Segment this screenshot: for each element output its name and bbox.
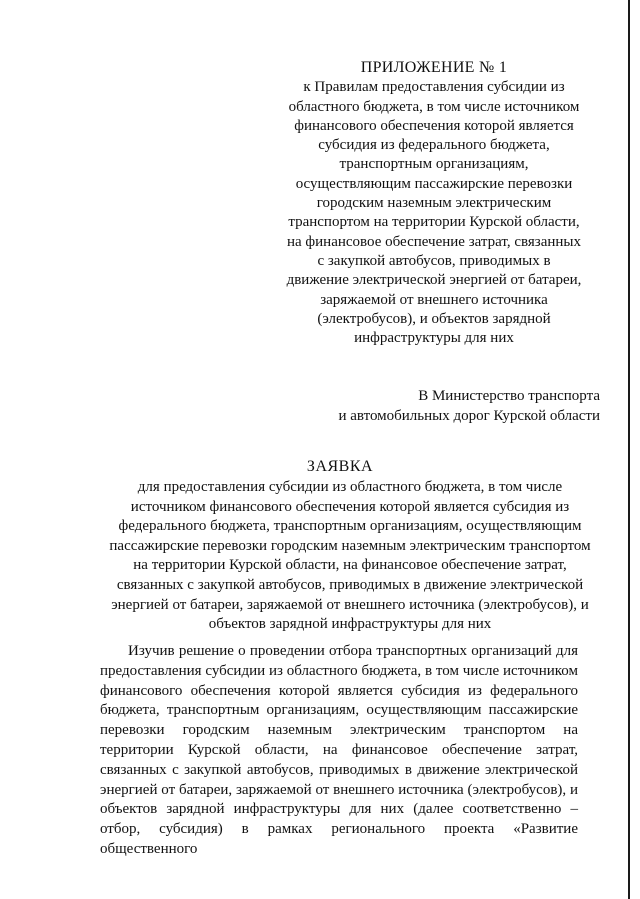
appendix-line: на финансовое обеспечение затрат, связанных <box>286 233 581 250</box>
scan-edge <box>628 0 630 899</box>
appendix-line: заряжаемой от внешнего источника <box>320 291 548 308</box>
appendix-title: ПРИЛОЖЕНИЕ № 1 <box>360 59 508 76</box>
request-line: пассажирские перевозки городским наземным электрическим транспортом <box>109 537 591 554</box>
request-line: объектов зарядной инфраструктуры для них <box>208 616 492 633</box>
request-line: для предоставления субсидии из областного бюджета, в том числе <box>137 479 563 495</box>
request-line: источником финансового обеспечения которой является субсидия из <box>130 498 570 515</box>
request-title: ЗАЯВКА <box>306 458 374 475</box>
appendix-line: движение электрической энергией от батареи, <box>286 272 582 289</box>
appendix-line: транспортом на территории Курской области, <box>288 214 580 231</box>
appendix-line: к Правилам предоставления субсидии из <box>303 79 565 96</box>
request-subtitle <box>100 478 600 635</box>
appendix-line: транспортным организациям, <box>339 156 529 173</box>
recipient-block <box>300 386 600 426</box>
recipient-line: и автомобильных дорог Курской области <box>338 408 600 424</box>
appendix-line: (электробусов), и объектов зарядной <box>317 310 551 327</box>
request-line: федерального бюджета, транспортным организациям, осуществляющим <box>118 518 582 535</box>
appendix-line: осуществляющим пассажирские перевозки <box>295 175 573 192</box>
appendix-line: финансового обеспечения которой является <box>294 117 574 134</box>
appendix-line: городским наземным электрическим <box>316 195 552 212</box>
appendix-line: инфраструктуры для них <box>354 330 514 347</box>
body-paragraph: Изучив решение о проведении отбора транспортных организаций для предоставления субсидии из областного бюджета, в том числе источником финансового обеспечения которой является субсидия из федерального бюджета, транспортным организациям, осуществляющим пассажирские перевозки городским наземным электрическим транспортом на территории Курской области, на финансовое обеспечение затрат, связанных с закупкой автобусов, приводимых в движение электрической энергией от батареи, заряжаемой от внешнего источника (электробусов), и объектов зарядной инфраструктуры для них (далее соответственно – отбор, субсидия) в рамках регионального проекта «Развитие общественного <box>100 643 578 857</box>
appendix-line: субсидия из федерального бюджета, <box>318 137 550 154</box>
recipient-line: В Министерство транспорта <box>418 388 600 404</box>
request-line: связанных с закупкой автобусов, приводимых в движение электрической <box>116 576 584 593</box>
appendix-line: областного бюджета, в том числе источником <box>288 98 580 115</box>
request-line: на территории Курской области, на финансовое обеспечение затрат, <box>133 557 567 574</box>
request-line: энергией от батареи, заряжаемой от внешнего источника (электробусов), и <box>111 596 589 613</box>
appendix-line: с закупкой автобусов, приводимых в <box>317 252 551 269</box>
appendix-header <box>268 58 600 348</box>
